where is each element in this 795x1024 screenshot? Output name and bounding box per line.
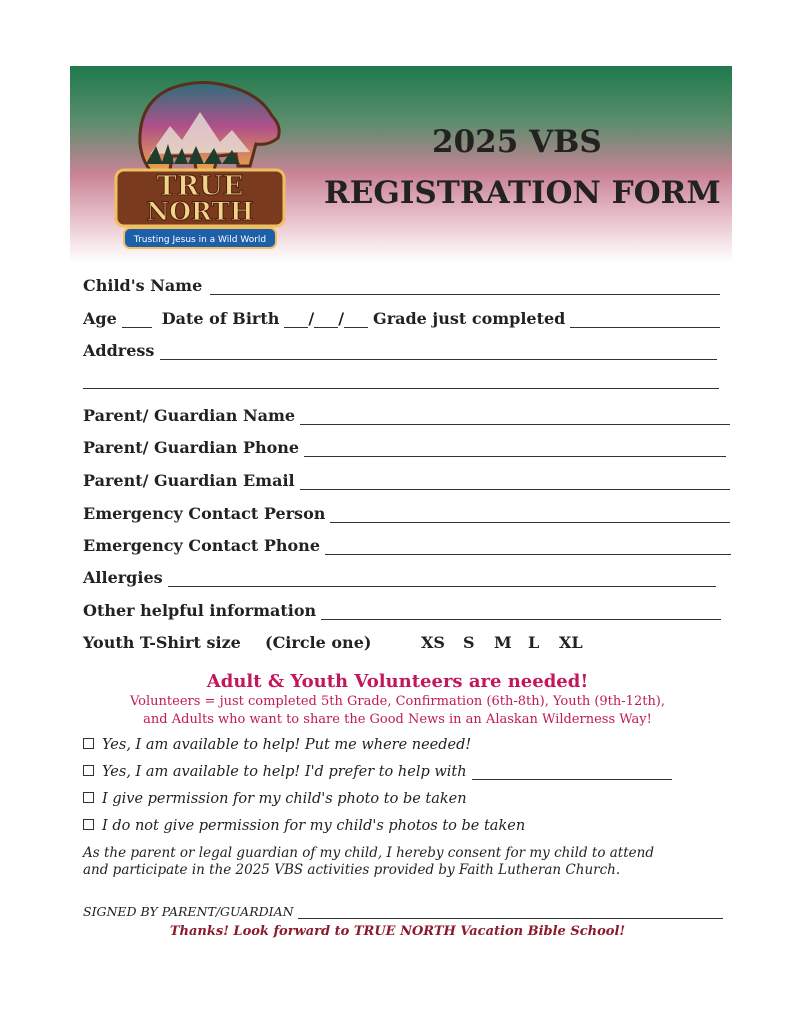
address-field	[83, 341, 717, 360]
emergency-person-label: Emergency Contact Person	[83, 504, 326, 523]
age-label: Age	[83, 309, 117, 328]
dob-separator-2: /	[338, 309, 345, 328]
option-help-preferred-label: Yes, I am available to help! I'd prefer to help with	[102, 764, 467, 780]
signature-line[interactable]	[298, 906, 723, 919]
emergency-phone-field	[83, 536, 731, 555]
parent-phone-line[interactable]	[304, 442, 726, 457]
dob-label: Date of Birth	[161, 309, 280, 328]
option-photo-permission-label: I give permission for my child's photo to be taken	[102, 791, 467, 807]
age-line[interactable]	[122, 313, 152, 328]
page-title-line1: 2025 VBS	[432, 124, 602, 160]
grade-label: Grade just completed	[373, 309, 566, 328]
child-name-label: Child's Name	[83, 276, 203, 295]
dob-separator-1: /	[308, 309, 315, 328]
volunteers-heading: Adult & Youth Volunteers are needed!	[206, 671, 589, 692]
dob-year-line[interactable]	[344, 313, 368, 328]
size-l[interactable]: L	[528, 633, 540, 652]
emergency-person-field	[83, 504, 730, 523]
parent-email-line[interactable]	[300, 475, 730, 490]
address-continued	[83, 374, 719, 389]
size-s[interactable]: S	[463, 633, 475, 652]
allergies-label: Allergies	[83, 568, 163, 587]
option-help-anywhere-label: Yes, I am available to help! Put me where needed!	[102, 737, 472, 753]
checkbox-help-preferred[interactable]	[83, 765, 94, 776]
option-help-anywhere	[83, 737, 471, 753]
parent-name-field	[83, 406, 730, 425]
checkbox-no-photo-permission[interactable]	[83, 819, 94, 830]
parent-email-label: Parent/ Guardian Email	[83, 471, 295, 490]
parent-name-line[interactable]	[300, 410, 730, 425]
checkbox-help-anywhere[interactable]	[83, 738, 94, 749]
option-no-photo-permission-label: I do not give permission for my child's photos to be taken	[102, 818, 526, 834]
size-xs[interactable]: XS	[421, 633, 445, 652]
dob-month-line[interactable]	[284, 313, 308, 328]
page-title-line2: REGISTRATION FORM	[324, 175, 721, 211]
tshirt-label: Youth T-Shirt size	[83, 633, 241, 652]
option-help-preferred	[83, 764, 672, 780]
emergency-phone-line[interactable]	[325, 540, 731, 555]
option-no-photo-permission	[83, 818, 525, 834]
allergies-field	[83, 568, 716, 587]
child-name-field	[83, 276, 720, 295]
thanks-footer: Thanks! Look forward to TRUE NORTH Vacation Bible School!	[169, 924, 626, 939]
volunteers-desc-line1: Volunteers = just completed 5th Grade, Confirmation (6th-8th), Youth (9th-12th),	[129, 694, 666, 709]
option-photo-permission	[83, 791, 467, 807]
signature-label: SIGNED BY PARENT/GUARDIAN	[83, 904, 294, 919]
allergies-line[interactable]	[168, 572, 716, 587]
size-m[interactable]: M	[494, 633, 512, 652]
child-name-line[interactable]	[210, 280, 720, 295]
consent-line1: As the parent or legal guardian of my child, I hereby consent for my child to attend	[83, 845, 654, 861]
parent-phone-label: Parent/ Guardian Phone	[83, 438, 300, 457]
svg-text:Trusting Jesus in a Wild World: Trusting Jesus in a Wild World	[133, 235, 267, 245]
checkbox-photo-permission[interactable]	[83, 792, 94, 803]
other-info-field	[83, 601, 721, 620]
address-line-2[interactable]	[83, 374, 719, 389]
parent-email-field	[83, 471, 730, 490]
consent-line2: and participate in the 2025 VBS activities provided by Faith Lutheran Church.	[83, 862, 621, 878]
size-xl[interactable]: XL	[559, 633, 583, 652]
dob-day-line[interactable]	[314, 313, 338, 328]
svg-text:NORTH: NORTH	[146, 197, 254, 226]
signature-row	[83, 904, 723, 919]
volunteers-desc-line2: and Adults who want to share the Good News in an Alaskan Wilderness Way!	[143, 712, 652, 727]
grade-line[interactable]	[570, 313, 720, 328]
preferred-help-line[interactable]	[472, 767, 672, 780]
parent-phone-field	[83, 438, 726, 457]
other-info-label: Other helpful information	[83, 601, 317, 620]
address-label: Address	[83, 341, 155, 360]
emergency-person-line[interactable]	[330, 508, 730, 523]
tshirt-hint: (Circle one)	[265, 633, 372, 652]
age-dob-grade-row	[83, 309, 720, 328]
true-north-logo	[110, 74, 290, 258]
address-line-1[interactable]	[160, 345, 717, 360]
parent-name-label: Parent/ Guardian Name	[83, 406, 296, 425]
other-info-line[interactable]	[321, 605, 721, 620]
emergency-phone-label: Emergency Contact Phone	[83, 536, 320, 555]
svg-text:TRUE: TRUE	[156, 171, 244, 202]
